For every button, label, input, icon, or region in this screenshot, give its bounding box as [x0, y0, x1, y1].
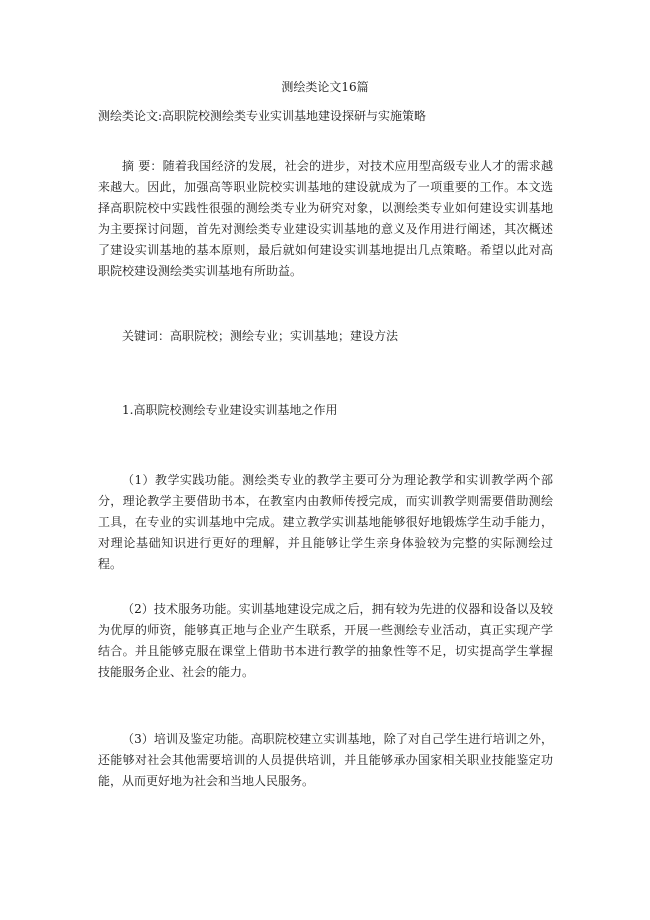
abstract-paragraph: 摘 要：随着我国经济的发展，社会的进步，对技术应用型高级专业人才的需求越来越大。因此，加强高等职业院校实训基地的建设就成为了一项重要的工作。本文选择高职院校中实践性很强的测绘类专业为研究对象，以测绘类专业如何建设实训基地为主要探讨问题，首先对测绘类专业建设实训基地的意义及作用进行阐述，其次概述了建设实训基地的基本原则，最后就如何建设实训基地提出几点策略。希望以此对高职院校建设测绘类实训基地有所助益。 — [98, 159, 553, 278]
keywords-paragraph: 关键词：高职院校；测绘专业；实训基地；建设方法 — [122, 329, 399, 343]
function-item-training: （3）培训及鉴定功能。高职院校建立实训基地，除了对自己学生进行培训之外，还能够对社会其他需要培训的人员提供培训，并且能够承办国家相关职业技能鉴定功能，从而更好地为社会和当地人民服务。 — [98, 732, 553, 788]
section-heading: 1.高职院校测绘专业建设实训基地之作用 — [122, 403, 338, 417]
function-item-teaching: （1）教学实践功能。测绘类专业的教学主要可分为理论教学和实训教学两个部分，理论教学主要借助书本，在教室内由教师传授完成，而实训教学则需要借助测绘工具，在专业的实训基地中完成。建立教学实训基地能够很好地锻炼学生动手能力，对理论基础知识进行更好的理解，并且能够让学生亲身体验较为完整的实际测绘过程。 — [98, 473, 553, 571]
document-subtitle: 测绘类论文:高职院校测绘类专业实训基地建设探研与实施策略 — [98, 109, 427, 123]
document-title: 测绘类论文16篇 — [281, 80, 369, 94]
function-item-service: （2）技术服务功能。实训基地建设完成之后，拥有较为先进的仪器和设备以及较为优厚的师资，能够真正地与企业产生联系，开展一些测绘专业活动，真正实现产学结合。并且能够克服在课堂上借助书本进行教学的抽象性等不足，切实提高学生掌握技能服务企业、社会的能力。 — [98, 602, 553, 679]
